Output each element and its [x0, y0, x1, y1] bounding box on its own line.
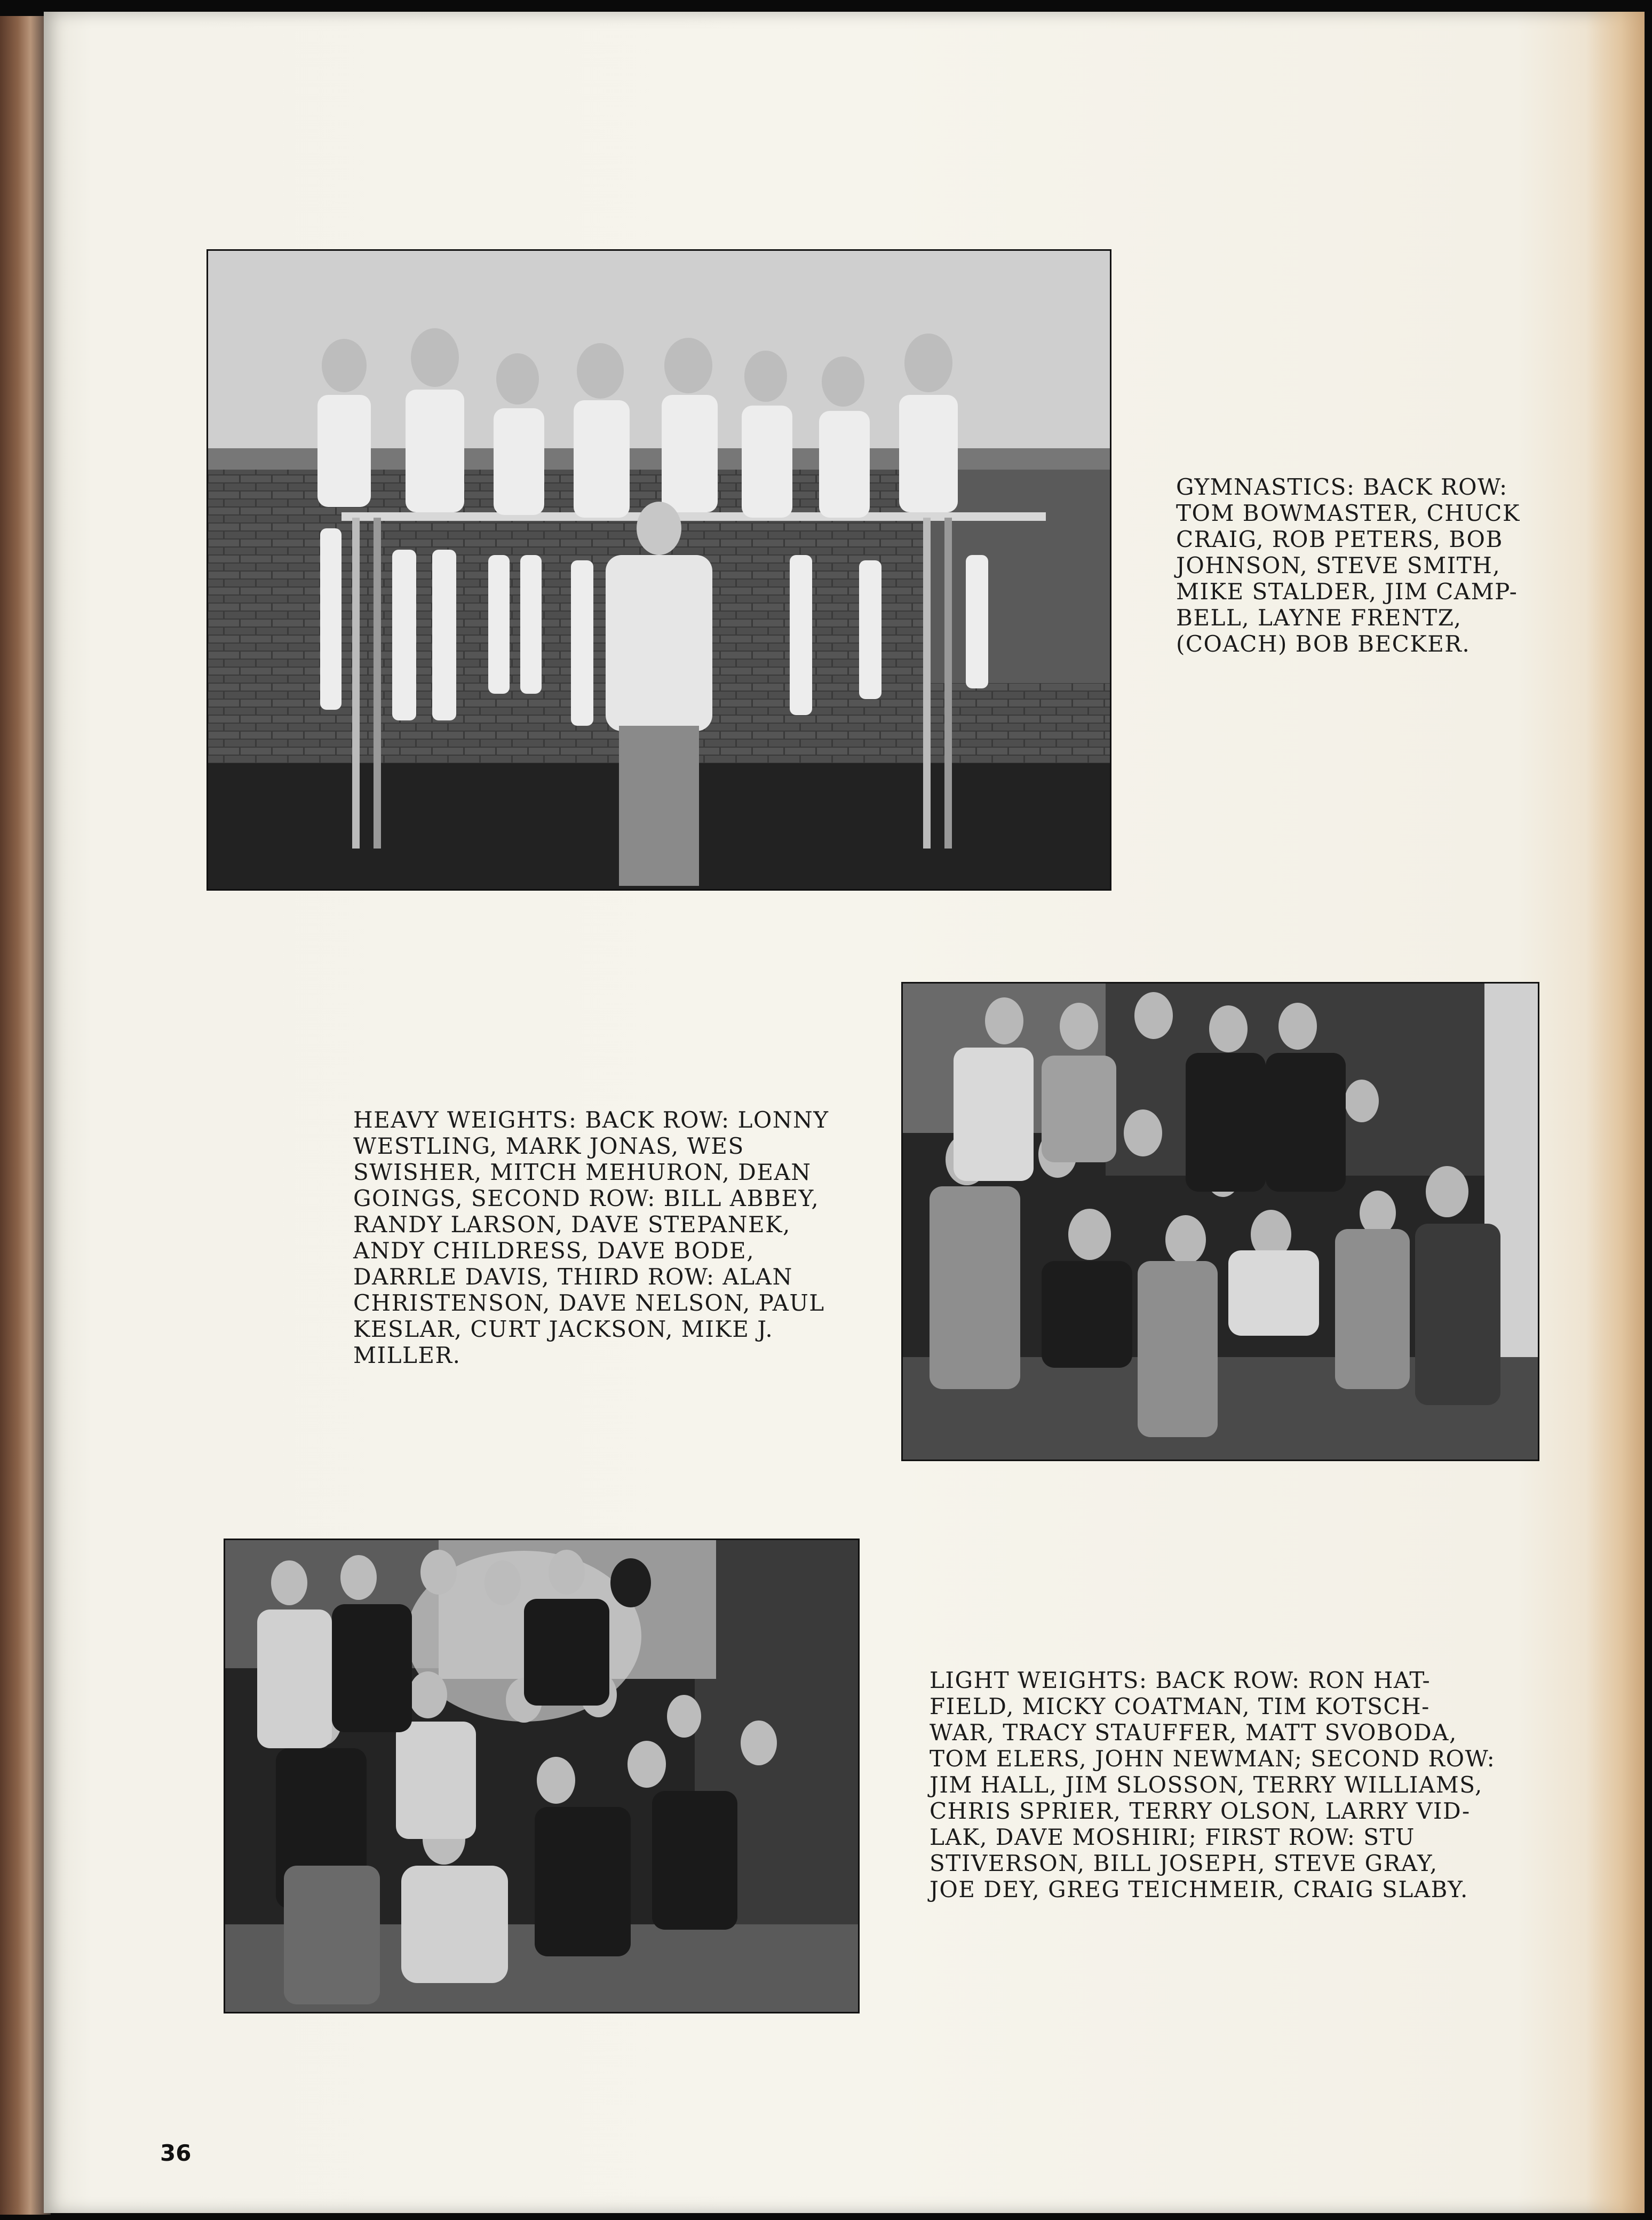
page-number: 36	[160, 2140, 192, 2166]
book-binding	[0, 16, 51, 2215]
page-edge-stain	[1586, 12, 1645, 2213]
light-weights-caption: LIGHT WEIGHTS: BACK ROW: RON HAT- FIELD, MICKY COATMAN, TIM KOTSCH- WAR, TRACY STAUFFER, MATT SVOBODA, TOM ELERS, JOHN NEWMAN; SECOND ROW: JIM HALL, JIM SLOSSON, TERRY WILLIAMS, CHRIS SPRIER, TERRY OLSON, LARRY VID- LAK, DAVE MOSHIRI; FIRST ROW: STU STIVERSON, BILL JOSEPH, STEVE GRAY, JOE DEY, GREG TEICHMEIR, CRAIG SLABY.	[930, 1667, 1496, 1902]
yearbook-page	[44, 12, 1645, 2213]
heavy-weights-caption: HEAVY WEIGHTS: BACK ROW: LONNY WESTLING, MARK JONAS, WES SWISHER, MITCH MEHURON, DEAN GOINGS, SECOND ROW: BILL ABBEY, RANDY LARSON, DAVE STEPANEK, ANDY CHILDRESS, DAVE BODE, DARRLE DAVIS, THIRD ROW: ALAN CHRISTENSON, DAVE NELSON, PAUL KESLAR, CURT JACKSON, MIKE J. MILLER.	[353, 1107, 829, 1368]
light-weights-team-photo	[224, 1539, 860, 2013]
gymnastics-caption: GYMNASTICS: BACK ROW: TOM BOWMASTER, CHUCK CRAIG, ROB PETERS, BOB JOHNSON, STEVE SMITH, MIKE STALDER, JIM CAMP- BELL, LAYNE FRENTZ, (COACH) BOB BECKER.	[1176, 474, 1520, 657]
gymnastics-team-photo	[206, 249, 1111, 891]
heavy-weights-team-photo	[901, 982, 1539, 1461]
